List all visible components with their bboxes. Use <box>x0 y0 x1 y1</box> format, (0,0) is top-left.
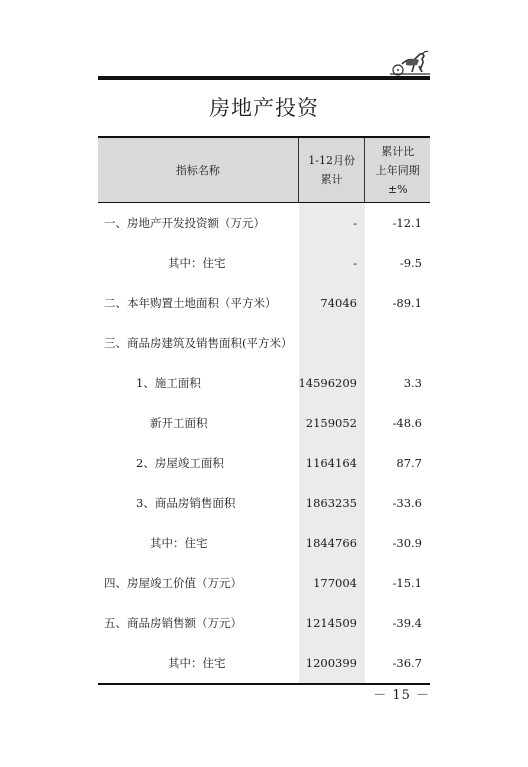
header-change-line1: 累计比 <box>381 144 415 158</box>
header-change-line3: ±% <box>387 182 408 196</box>
row-value: 177004 <box>299 563 365 603</box>
table-body <box>98 203 430 683</box>
row-label: 3、商品房销售面积 <box>136 496 236 510</box>
row-label: 其中：住宅 <box>168 656 226 670</box>
row-change <box>365 323 430 363</box>
header-indicator-name: 指标名称 <box>175 163 220 177</box>
row-change: 87.7 <box>396 456 422 470</box>
row-change: -9.5 <box>399 256 422 270</box>
investment-table <box>98 136 430 685</box>
row-change: 3.3 <box>403 376 422 390</box>
row-label: 三、商品房建筑及销售面积(平方米） <box>104 336 293 350</box>
table-header-row <box>98 136 430 203</box>
row-label: 四、房屋竣工价值（万元） <box>104 576 242 590</box>
row-label: 五、商品房销售额（万元） <box>104 616 242 630</box>
row-change: -15.1 <box>392 576 422 590</box>
row-value: 1214509 <box>299 603 365 643</box>
table-row <box>98 283 430 323</box>
table-row <box>98 403 430 443</box>
row-value: 1844766 <box>299 523 365 563</box>
table-row <box>98 363 430 403</box>
table-row <box>98 643 430 683</box>
table-row <box>98 323 430 363</box>
table-row <box>98 203 430 243</box>
row-value: - <box>299 203 365 243</box>
header-period <box>298 138 365 202</box>
row-value: 74046 <box>299 283 365 323</box>
row-value: 2159052 <box>299 403 365 443</box>
header-change <box>364 138 430 202</box>
row-change: -36.7 <box>392 656 422 670</box>
table-row <box>98 603 430 643</box>
table-row <box>98 443 430 483</box>
row-label: 一、房地产开发投资额（万元） <box>104 216 265 230</box>
table-row <box>98 523 430 563</box>
row-label: 新开工面积 <box>150 416 208 430</box>
header-period-line1: 1-12月份 <box>308 154 355 167</box>
table-row <box>98 483 430 523</box>
page-title: 房地产投资 <box>209 96 319 120</box>
header-change-line2: 上年同期 <box>375 163 420 177</box>
row-value <box>299 323 365 363</box>
row-change: -33.6 <box>392 496 422 510</box>
row-value: 14596209 <box>299 363 365 403</box>
header-period-line2: 累计 <box>320 173 343 186</box>
row-value: - <box>299 243 365 283</box>
row-change: -39.4 <box>392 616 422 630</box>
table-row <box>98 243 430 283</box>
row-label: 其中：住宅 <box>150 536 208 550</box>
header-rule <box>98 76 430 80</box>
horse-carriage-logo-icon <box>386 48 434 78</box>
row-value: 1200399 <box>299 643 365 683</box>
row-change: -48.6 <box>392 416 422 430</box>
row-value: 1863235 <box>299 483 365 523</box>
row-label: 其中：住宅 <box>168 256 226 270</box>
page-number: － 15 － <box>373 688 430 703</box>
table-row <box>98 563 430 603</box>
row-value: 1164164 <box>299 443 365 483</box>
row-change: -12.1 <box>392 216 422 230</box>
row-label: 2、房屋竣工面积 <box>136 456 224 470</box>
row-change: -89.1 <box>392 296 422 310</box>
row-label: 二、本年购置土地面积（平方米） <box>104 296 277 310</box>
row-change: -30.9 <box>392 536 422 550</box>
row-label: 1、施工面积 <box>136 376 201 390</box>
